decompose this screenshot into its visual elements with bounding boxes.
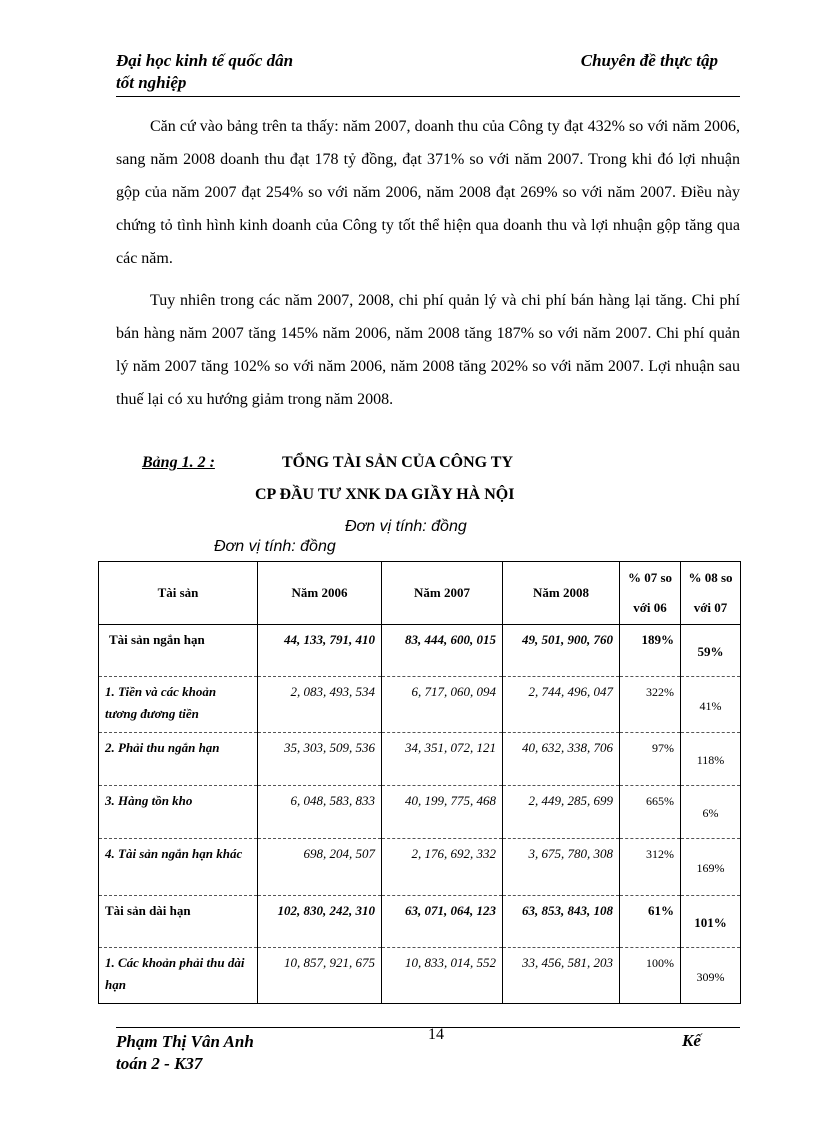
col-header-pct-08-07 [681, 562, 741, 625]
col-header-pct-08-07-line2: với 07 [693, 600, 728, 615]
value-2007: 83, 444, 600, 015 [382, 625, 503, 677]
page-number: 14 [428, 1026, 444, 1043]
col-header-pct-07-06-line1: % 07 so [627, 570, 673, 585]
col-header-2008: Năm 2008 [503, 562, 620, 625]
pct-07-06: 100% [620, 948, 681, 1004]
footer-author: Phạm Thị Vân Anh [116, 1032, 254, 1051]
value-2006: 10, 857, 921, 675 [258, 948, 382, 1004]
value-2008: 3, 675, 780, 308 [503, 839, 620, 896]
value-2007: 63, 071, 064, 123 [382, 896, 503, 948]
col-header-pct-08-07-line1: % 08 so [688, 570, 733, 585]
value-2008: 2, 449, 285, 699 [503, 786, 620, 839]
unit-label-2: Đơn vị tính: đồng [214, 538, 336, 555]
col-header-pct-07-06 [620, 562, 681, 625]
pct-07-06: 312% [620, 839, 681, 896]
value-2008: 49, 501, 900, 760 [503, 625, 620, 677]
value-2007: 2, 176, 692, 332 [382, 839, 503, 896]
asset-name: 1. Các khoản phải thu dài hạn [99, 948, 258, 1004]
pct-08-07: 59% [681, 625, 741, 677]
value-2006: 6, 048, 583, 833 [258, 786, 382, 839]
asset-name: Tài sản dài hạn [99, 896, 258, 948]
value-2006: 2, 083, 493, 534 [258, 677, 382, 733]
assets-table [98, 561, 741, 1004]
pct-08-07: 309% [681, 948, 741, 1004]
value-2008: 2, 744, 496, 047 [503, 677, 620, 733]
col-header-2006: Năm 2006 [258, 562, 382, 625]
table-row [99, 948, 741, 1004]
header-left [116, 50, 293, 94]
value-2006: 698, 204, 507 [258, 839, 382, 896]
table-row [99, 896, 741, 948]
value-2006: 44, 133, 791, 410 [258, 625, 382, 677]
pct-07-06: 665% [620, 786, 681, 839]
table-row [99, 625, 741, 677]
paragraph-2: Tuy nhiên trong các năm 2007, 2008, chi phí quản lý và chi phí bán hàng lại tăng. Chi phí bán hàng năm 2007 tăng 145% năm 2006, năm 2008 tăng 187% so với năm 2007. Chi phí quản lý năm 2007 tăng 102% so với năm 2006, năm 2008 tăng 202% so với năm 2007. Lợi nhuận sau thuế lại có xu hướng giảm trong năm 2008. [116, 292, 740, 408]
value-2007: 34, 351, 072, 121 [382, 733, 503, 786]
asset-name: 4. Tài sản ngắn hạn khác [99, 839, 258, 896]
pct-08-07: 6% [681, 786, 741, 839]
pct-08-07: 41% [681, 677, 741, 733]
pct-07-06: 61% [620, 896, 681, 948]
table-title-line1: TỔNG TÀI SẢN CỦA CÔNG TY [282, 454, 514, 471]
table-label: Bảng 1. 2 : [142, 454, 215, 471]
value-2006: 102, 830, 242, 310 [258, 896, 382, 948]
value-2007: 10, 833, 014, 552 [382, 948, 503, 1004]
header-report-title: Chuyên đề thực tập [580, 51, 718, 70]
col-header-asset: Tài sản [99, 562, 258, 625]
pct-08-07: 101% [681, 896, 741, 948]
table-row [99, 839, 741, 896]
table-row [99, 677, 741, 733]
col-header-pct-07-06-line2: với 06 [633, 600, 667, 615]
pct-07-06: 189% [620, 625, 681, 677]
value-2006: 35, 303, 509, 536 [258, 733, 382, 786]
table-title-line2: CP ĐẦU TƯ XNK DA GIẦY HÀ NỘI [255, 486, 515, 503]
pct-07-06: 97% [620, 733, 681, 786]
pct-08-07: 169% [681, 839, 741, 896]
pct-08-07: 118% [681, 733, 741, 786]
asset-name: Tài sản ngắn hạn [99, 625, 258, 677]
unit-label-1: Đơn vị tính: đồng [345, 518, 467, 535]
footer-class: toán 2 - K37 [116, 1054, 203, 1073]
paragraph-1: Căn cứ vào bảng trên ta thấy: năm 2007, doanh thu của Công ty đạt 432% so với năm 2006, sang năm 2008 doanh thu đạt 178 tỷ đồng, đạt 371% so với năm 2007. Trong khi đó lợi nhuận gộp của năm 2007 đạt 254% so với năm 2006, năm 2008 đạt 269% so với năm 2007. Điều này chứng tỏ tình hình kinh doanh của Công ty tốt thể hiện qua doanh thu và lợi nhuận gộp tăng qua các năm. [116, 118, 740, 267]
footer-left [116, 1031, 254, 1075]
table-header-row [99, 562, 741, 625]
col-header-2007: Năm 2007 [382, 562, 503, 625]
page-header [116, 50, 740, 97]
table-row [99, 733, 741, 786]
value-2007: 40, 199, 775, 468 [382, 786, 503, 839]
value-2008: 40, 632, 338, 706 [503, 733, 620, 786]
asset-name: 3. Hàng tồn kho [99, 786, 258, 839]
footer-right: Kế [682, 1031, 701, 1050]
value-2008: 33, 456, 581, 203 [503, 948, 620, 1004]
asset-name: 2. Phải thu ngắn hạn [99, 733, 258, 786]
value-2007: 6, 717, 060, 094 [382, 677, 503, 733]
table-row [99, 786, 741, 839]
header-university-cont: tốt nghiệp [116, 73, 187, 92]
pct-07-06: 322% [620, 677, 681, 733]
asset-name: 1. Tiền và các khoản tương đương tiền [99, 677, 258, 733]
value-2008: 63, 853, 843, 108 [503, 896, 620, 948]
header-university: Đại học kinh tế quốc dân [116, 51, 294, 70]
